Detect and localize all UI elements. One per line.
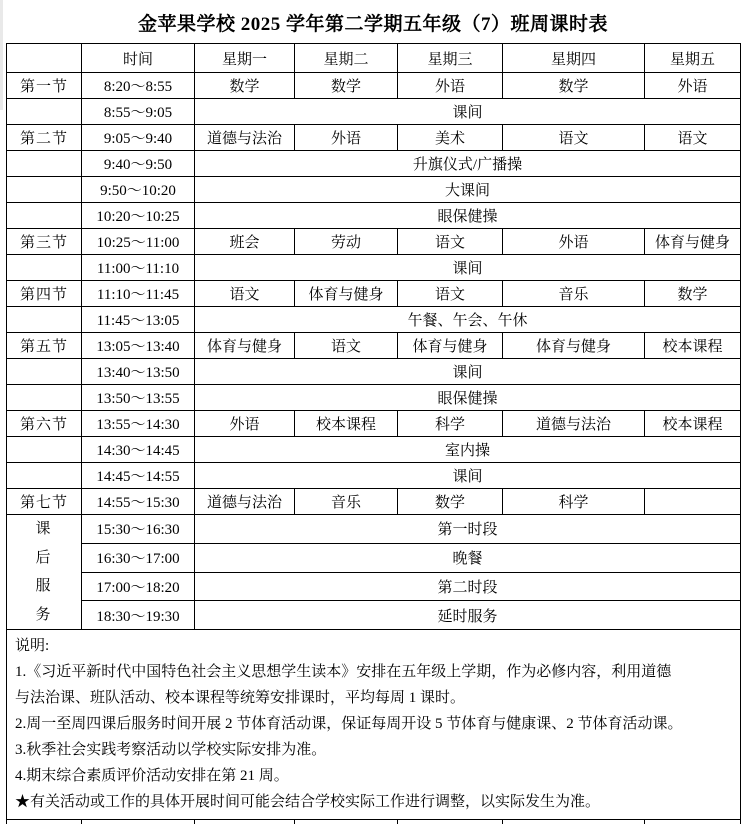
subject-cell: 美术 — [398, 125, 503, 151]
subject-cell: 外语 — [398, 73, 503, 99]
stub-cell — [195, 820, 295, 824]
time-cell: 13:55～14:30 — [82, 411, 195, 437]
subject-cell: 班会 — [195, 229, 295, 255]
stub-cell — [645, 820, 741, 824]
time-cell: 14:55～15:30 — [82, 489, 195, 515]
activity-cell: 升旗仪式/广播操 — [195, 151, 741, 177]
activity-cell: 室内操 — [195, 437, 741, 463]
stub-cell — [82, 820, 195, 824]
period-cell: 第七节 — [7, 489, 82, 515]
period-cell: 第六节 — [7, 411, 82, 437]
period-cell — [7, 203, 82, 229]
table-row — [7, 229, 741, 255]
subject-cell: 体育与健身 — [645, 229, 741, 255]
period-cell — [7, 359, 82, 385]
corner-cell — [7, 44, 82, 73]
table-row — [7, 385, 741, 411]
period-cell: 第三节 — [7, 229, 82, 255]
table-row — [7, 333, 741, 359]
period-cell — [7, 99, 82, 125]
time-cell: 17:00～18:20 — [82, 572, 195, 601]
time-cell: 8:20～8:55 — [82, 73, 195, 99]
activity-cell: 课间 — [195, 359, 741, 385]
time-cell: 15:30～16:30 — [82, 515, 195, 544]
time-cell: 18:30～19:30 — [82, 601, 195, 630]
table-row — [7, 177, 741, 203]
partial-row — [7, 820, 741, 824]
notes-line: ★有关活动或工作的具体开展时间可能会结合学校实际工作进行调整，以实际发生为准。 — [15, 789, 734, 815]
activity-cell: 课间 — [195, 99, 741, 125]
col-header-tuesday: 星期二 — [295, 44, 398, 73]
subject-cell: 外语 — [645, 73, 741, 99]
page-title: 金苹果学校 2025 学年第二学期五年级（7）班周课时表 — [6, 0, 740, 43]
subject-cell: 外语 — [195, 411, 295, 437]
subject-cell — [645, 489, 741, 515]
subject-cell: 语文 — [645, 125, 741, 151]
timetable — [6, 43, 741, 824]
activity-cell: 课间 — [195, 255, 741, 281]
table-row — [7, 99, 741, 125]
subject-cell: 数学 — [503, 73, 645, 99]
subject-cell: 校本课程 — [645, 411, 741, 437]
table-row — [7, 307, 741, 333]
subject-cell: 校本课程 — [645, 333, 741, 359]
period-cell — [7, 177, 82, 203]
activity-cell: 眼保健操 — [195, 203, 741, 229]
subject-cell: 外语 — [503, 229, 645, 255]
table-row — [7, 73, 741, 99]
table-row — [7, 359, 741, 385]
table-row — [7, 437, 741, 463]
period-cell — [7, 385, 82, 411]
subject-cell: 科学 — [503, 489, 645, 515]
subject-cell: 体育与健身 — [503, 333, 645, 359]
notes-line: 3.秋季社会实践考察活动以学校实际安排为准。 — [15, 737, 734, 763]
stub-cell — [295, 820, 398, 824]
col-header-monday: 星期一 — [195, 44, 295, 73]
col-header-thursday: 星期四 — [503, 44, 645, 73]
stub-cell — [7, 820, 82, 824]
notes-line: 说明: — [15, 633, 734, 659]
subject-cell: 劳动 — [295, 229, 398, 255]
period-cell: 第五节 — [7, 333, 82, 359]
time-cell: 10:25～11:00 — [82, 229, 195, 255]
activity-cell: 课间 — [195, 463, 741, 489]
stub-cell — [398, 820, 503, 824]
table-row — [7, 543, 741, 572]
table-row — [7, 601, 741, 630]
time-cell: 11:10～11:45 — [82, 281, 195, 307]
table-row — [7, 255, 741, 281]
subject-cell: 道德与法治 — [195, 489, 295, 515]
subject-cell: 外语 — [295, 125, 398, 151]
subject-cell: 语文 — [398, 229, 503, 255]
time-cell: 14:30～14:45 — [82, 437, 195, 463]
subject-cell: 体育与健身 — [398, 333, 503, 359]
time-cell: 13:50～13:55 — [82, 385, 195, 411]
subject-cell: 音乐 — [503, 281, 645, 307]
period-label: 课后服务 — [28, 515, 61, 629]
page-edge — [0, 0, 3, 110]
subject-cell: 数学 — [295, 73, 398, 99]
period-cell — [7, 307, 82, 333]
table-row — [7, 630, 741, 820]
activity-cell: 午餐、午会、午休 — [195, 307, 741, 333]
time-cell: 11:00～11:10 — [82, 255, 195, 281]
subject-cell: 音乐 — [295, 489, 398, 515]
period-cell — [7, 255, 82, 281]
table-row — [7, 515, 741, 544]
col-header-friday: 星期五 — [645, 44, 741, 73]
subject-cell: 数学 — [398, 489, 503, 515]
period-cell — [7, 437, 82, 463]
subject-cell: 体育与健身 — [295, 281, 398, 307]
notes-line: 与法治课、班队活动、校本课程等统筹安排课时，平均每周 1 课时。 — [15, 685, 734, 711]
subject-cell: 数学 — [195, 73, 295, 99]
activity-cell: 大课间 — [195, 177, 741, 203]
period-cell — [7, 151, 82, 177]
time-cell: 13:05～13:40 — [82, 333, 195, 359]
notes-line: 2.周一至周四课后服务时间开展 2 节体育活动课，保证每周开设 5 节体育与健康课、2 节体育活动课。 — [15, 711, 734, 737]
period-cell — [7, 463, 82, 489]
activity-cell: 第一时段 — [195, 515, 741, 544]
subject-cell: 数学 — [645, 281, 741, 307]
activity-cell: 眼保健操 — [195, 385, 741, 411]
stub-cell — [503, 820, 645, 824]
period-cell: 第一节 — [7, 73, 82, 99]
table-row — [7, 125, 741, 151]
activity-cell: 晚餐 — [195, 543, 741, 572]
subject-cell: 语文 — [295, 333, 398, 359]
table-row — [7, 281, 741, 307]
col-header-wednesday: 星期三 — [398, 44, 503, 73]
period-cell: 第四节 — [7, 281, 82, 307]
table-row — [7, 463, 741, 489]
time-cell: 8:55～9:05 — [82, 99, 195, 125]
time-cell: 11:45～13:05 — [82, 307, 195, 333]
period-cell — [7, 515, 82, 630]
time-cell: 9:40～9:50 — [82, 151, 195, 177]
subject-cell: 语文 — [503, 125, 645, 151]
time-cell: 16:30～17:00 — [82, 543, 195, 572]
time-cell: 9:05～9:40 — [82, 125, 195, 151]
activity-cell: 第二时段 — [195, 572, 741, 601]
subject-cell: 道德与法治 — [503, 411, 645, 437]
subject-cell: 体育与健身 — [195, 333, 295, 359]
activity-cell: 延时服务 — [195, 601, 741, 630]
subject-cell: 语文 — [398, 281, 503, 307]
time-cell: 10:20～10:25 — [82, 203, 195, 229]
subject-cell: 科学 — [398, 411, 503, 437]
col-header-time: 时间 — [82, 44, 195, 73]
table-row — [7, 489, 741, 515]
table-row — [7, 572, 741, 601]
notes-line: 4.期末综合素质评价活动安排在第 21 周。 — [15, 763, 734, 789]
period-cell: 第二节 — [7, 125, 82, 151]
subject-cell: 道德与法治 — [195, 125, 295, 151]
subject-cell: 校本课程 — [295, 411, 398, 437]
notes-line: 1.《习近平新时代中国特色社会主义思想学生读本》安排在五年级上学期，作为必修内容，利用道德 — [15, 659, 734, 685]
time-cell: 14:45～14:55 — [82, 463, 195, 489]
notes-cell — [7, 630, 741, 820]
table-row — [7, 203, 741, 229]
subject-cell: 语文 — [195, 281, 295, 307]
table-row — [7, 411, 741, 437]
time-cell: 9:50～10:20 — [82, 177, 195, 203]
time-cell: 13:40～13:50 — [82, 359, 195, 385]
table-row — [7, 151, 741, 177]
